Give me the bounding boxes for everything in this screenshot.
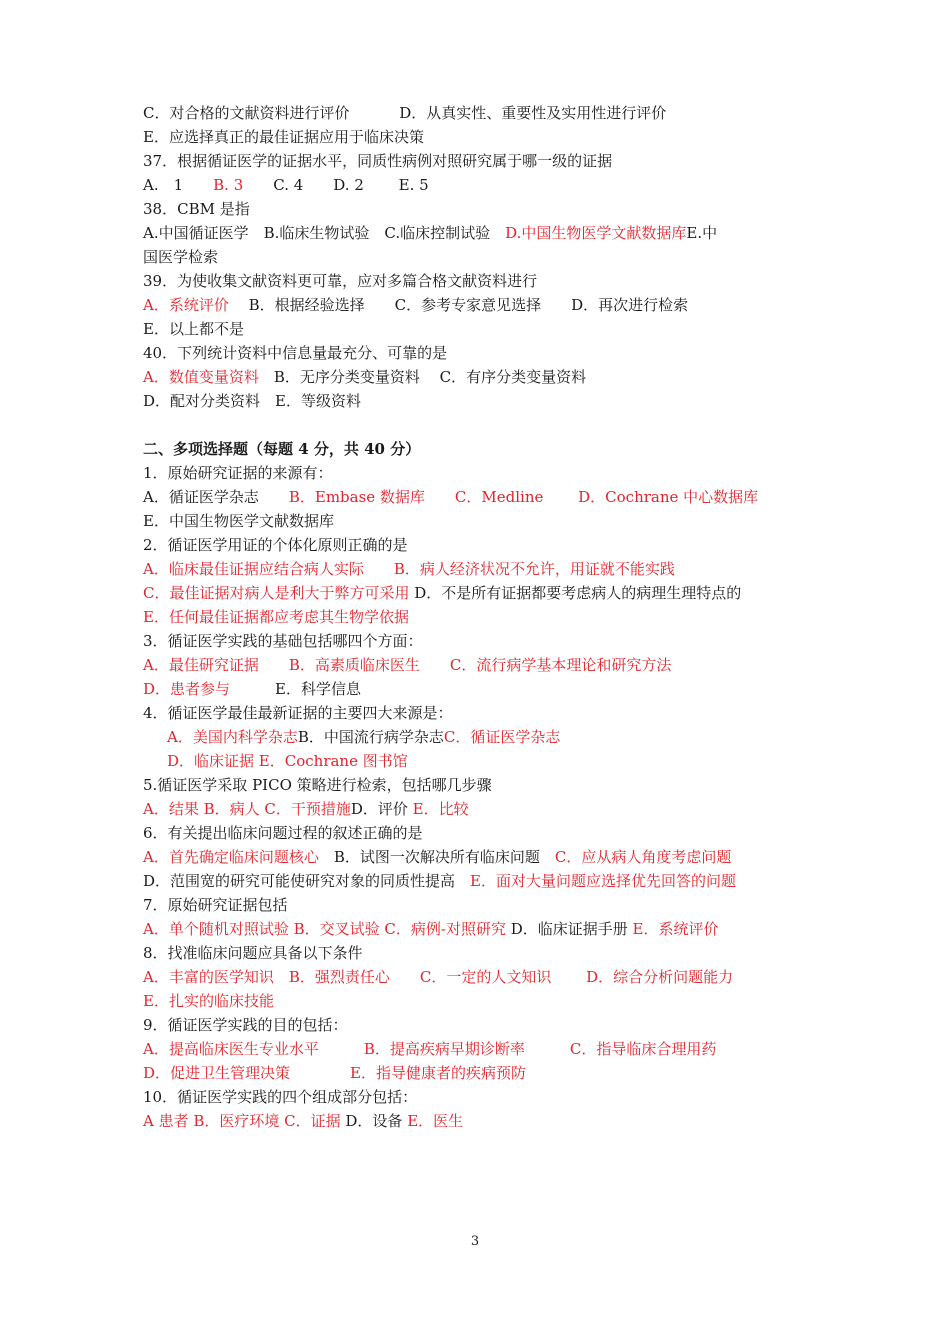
text-line xyxy=(143,677,843,701)
question-text: 4．循证医学最佳最新证据的主要四大来源是： xyxy=(143,704,453,722)
answer-text: E．任何最佳证据都应考虑其生物学依据 xyxy=(143,608,409,626)
text-line xyxy=(143,989,843,1013)
question-text: E.中 xyxy=(686,224,718,242)
question-text: 8．找准临床问题应具备以下条件 xyxy=(143,944,363,962)
text-line xyxy=(143,173,843,197)
text-line xyxy=(143,605,843,629)
text-line xyxy=(143,533,843,557)
question-text: 39．为使收集文献资料更可靠，应对多篇合格文献资料进行 xyxy=(143,272,538,290)
question-text: 40．下列统计资料中信息量最充分、可靠的是 xyxy=(143,344,448,362)
text-line xyxy=(143,917,843,941)
question-text: 38．CBM 是指 xyxy=(143,200,250,218)
answer-text: A．美国内科学杂志 xyxy=(167,728,298,746)
question-text: 7．原始研究证据包括 xyxy=(143,896,288,914)
question-text: 国医学检索 xyxy=(143,248,219,266)
text-line xyxy=(143,869,843,893)
text-line xyxy=(143,365,843,389)
answer-text: A．数值变量资料 xyxy=(143,368,259,386)
answer-text: A 患者 B．医疗环境 C．证据 xyxy=(143,1112,341,1130)
question-text: D．不是所有证据都要考虑病人的病理生理特点的 xyxy=(409,584,742,602)
text-line xyxy=(143,461,843,485)
text-line xyxy=(143,125,843,149)
answer-text: D.中国生物医学文献数据库 xyxy=(505,224,687,242)
text-line xyxy=(143,653,843,677)
question-text: 1．原始研究证据的来源有： xyxy=(143,464,333,482)
text-line xyxy=(143,101,843,125)
answer-text: A．系统评价 xyxy=(143,296,229,314)
answer-text: E．比较 xyxy=(412,800,469,818)
answer-text: A．临床最佳证据应结合病人实际 B．病人经济状况不允许，用证就不能实践 xyxy=(143,560,675,578)
text-line xyxy=(143,965,843,989)
question-text: 二、多项选择题（每题 4 分，共 40 分） xyxy=(143,440,421,458)
section-heading xyxy=(143,437,843,461)
text-line xyxy=(143,1013,843,1037)
question-text: B．无序分类变量资料 C．有序分类变量资料 xyxy=(258,368,587,386)
question-text: D．范围宽的研究可能使研究对象的同质性提高 xyxy=(143,872,471,890)
text-line xyxy=(143,509,843,533)
page-number: 3 xyxy=(470,1234,480,1249)
question-text: D．配对分类资料 E．等级资料 xyxy=(143,392,361,410)
answer-text: B. 3 xyxy=(213,176,244,194)
text-line xyxy=(143,773,843,797)
question-text: 6．有关提出临床问题过程的叙述正确的是 xyxy=(143,824,423,842)
text-line xyxy=(143,749,843,773)
question-text: B．试图一次解决所有临床问题 xyxy=(318,848,555,866)
question-text: B．中国流行病学杂志 xyxy=(297,728,444,746)
answer-text: C．应从病人角度考虑问题 xyxy=(554,848,732,866)
text-line xyxy=(143,1037,843,1061)
blank-line xyxy=(143,413,843,437)
question-text: C. 4 D. 2 E. 5 xyxy=(243,176,429,194)
text-line xyxy=(143,941,843,965)
question-text: 9．循证医学实践的目的包括： xyxy=(143,1016,348,1034)
text-line xyxy=(143,629,843,653)
text-line xyxy=(143,701,843,725)
question-text: A.中国循证医学 B.临床生物试验 C.临床控制试验 xyxy=(143,224,506,242)
question-text: E．科学信息 xyxy=(230,680,361,698)
document-body xyxy=(143,101,843,1133)
question-text: 3．循证医学实践的基础包括哪四个方面： xyxy=(143,632,423,650)
answer-text: A．最佳研究证据 B．高素质临床医生 C．流行病学基本理论和研究方法 xyxy=(143,656,672,674)
question-text: D．临床证据手册 xyxy=(505,920,633,938)
text-line xyxy=(143,581,843,605)
text-line xyxy=(143,557,843,581)
text-line xyxy=(143,149,843,173)
answer-text: B．Embase 数据库 C．Medline D．Cochrane 中心数据库 xyxy=(288,488,759,506)
question-text: D．评价 xyxy=(350,800,413,818)
question-text: 10．循证医学实践的四个组成部分包括： xyxy=(143,1088,418,1106)
question-text: E．中国生物医学文献数据库 xyxy=(143,512,334,530)
text-line xyxy=(143,725,843,749)
text-line xyxy=(143,269,843,293)
text-line xyxy=(143,1109,843,1133)
answer-text: A．首先确定临床问题核心 xyxy=(143,848,319,866)
text-line xyxy=(143,293,843,317)
answer-text: C．最佳证据对病人是利大于弊方可采用 xyxy=(143,584,410,602)
question-text: A．循证医学杂志 xyxy=(143,488,289,506)
text-line xyxy=(143,821,843,845)
question-text: A. 1 xyxy=(143,176,214,194)
answer-text: D．临床证据 E．Cochrane 图书馆 xyxy=(167,752,408,770)
text-line xyxy=(143,1061,843,1085)
question-text: B．根据经验选择 C．参考专家意见选择 D．再次进行检索 xyxy=(228,296,689,314)
text-line xyxy=(143,1085,843,1109)
answer-text: A．丰富的医学知识 B．强烈责任心 C．一定的人文知识 D．综合分析问题能力 xyxy=(143,968,734,986)
text-line xyxy=(143,893,843,917)
question-text: D．设备 xyxy=(340,1112,408,1130)
text-line xyxy=(143,797,843,821)
answer-text: C．循证医学杂志 xyxy=(443,728,561,746)
answer-text: E．系统评价 xyxy=(632,920,719,938)
question-text: E．以上都不是 xyxy=(143,320,244,338)
answer-text: A．单个随机对照试验 B．交叉试验 C．病例-对照研究 xyxy=(143,920,506,938)
question-text: E．应选择真正的最佳证据应用于临床决策 xyxy=(143,128,424,146)
question-text: 5.循证医学采取 PICO 策略进行检索，包括哪几步骤 xyxy=(143,776,492,794)
question-text: C．对合格的文献资料进行评价 D．从真实性、重要性及实用性进行评价 xyxy=(143,104,667,122)
text-line xyxy=(143,245,843,269)
answer-text: A．结果 B．病人 C．干预措施 xyxy=(143,800,351,818)
text-line xyxy=(143,317,843,341)
answer-text: A．提高临床医生专业水平 B．提高疾病早期诊断率 C．指导临床合理用药 xyxy=(143,1040,717,1058)
answer-text: D．促进卫生管理决策 E．指导健康者的疾病预防 xyxy=(143,1064,526,1082)
text-line xyxy=(143,197,843,221)
question-text: 37．根据循证医学的证据水平，同质性病例对照研究属于哪一级的证据 xyxy=(143,152,613,170)
answer-text: E．扎实的临床技能 xyxy=(143,992,274,1010)
answer-text: D．患者参与 xyxy=(143,680,231,698)
answer-text: E．医生 xyxy=(407,1112,464,1130)
text-line xyxy=(143,485,843,509)
text-line xyxy=(143,845,843,869)
question-text: 2．循证医学用证的个体化原则正确的是 xyxy=(143,536,408,554)
text-line xyxy=(143,221,843,245)
text-line xyxy=(143,389,843,413)
text-line xyxy=(143,341,843,365)
answer-text: E．面对大量问题应选择优先回答的问题 xyxy=(470,872,736,890)
